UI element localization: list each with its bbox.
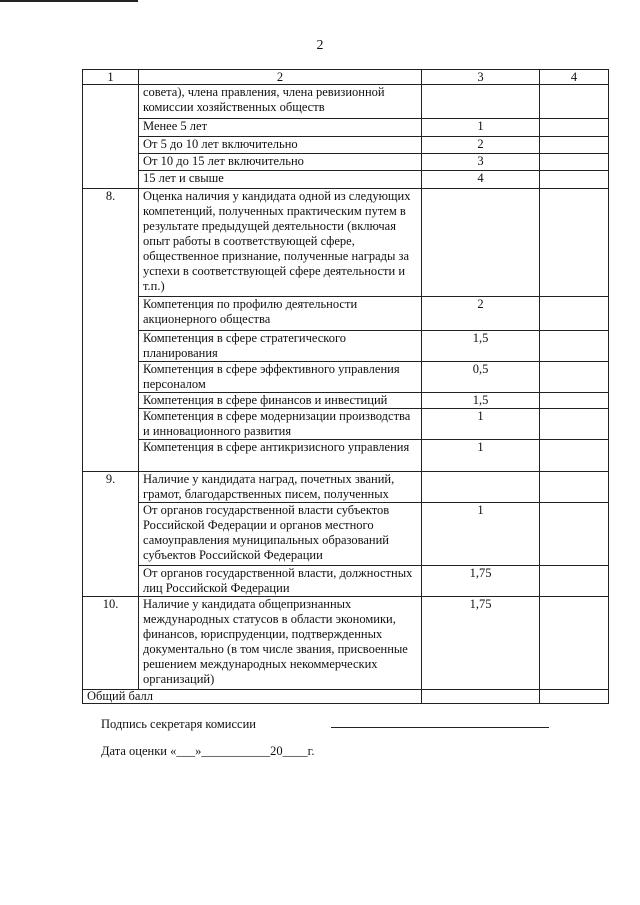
criterion-text: Оценка наличия у кандидата одной из следующих компетенций, полученных практическим путем в результате предыдущей деятельности (включая опыт работы в соответствующей сфере, общественное признание, полученные награды за успехи в соответствующей сфере деятельности и т.п.) bbox=[139, 189, 422, 297]
signature-label: Подпись секретаря комиссии bbox=[101, 717, 256, 731]
score-cell: 1 bbox=[422, 440, 540, 472]
table-row bbox=[83, 331, 609, 362]
row-number: 8. bbox=[83, 189, 139, 472]
score-cell: 1 bbox=[422, 119, 540, 137]
result-cell bbox=[540, 297, 609, 331]
criterion-text: Компетенция в сфере модернизации производства и инновационного развития bbox=[139, 409, 422, 440]
header-cell: 2 bbox=[139, 70, 422, 85]
result-cell bbox=[540, 85, 609, 119]
result-cell bbox=[540, 154, 609, 171]
signature-line bbox=[331, 727, 549, 728]
table-row bbox=[83, 597, 609, 690]
table-row bbox=[83, 119, 609, 137]
result-cell bbox=[540, 440, 609, 472]
total-result-cell bbox=[540, 690, 609, 704]
result-cell bbox=[540, 566, 609, 597]
table-row bbox=[83, 440, 609, 472]
total-score-cell bbox=[422, 690, 540, 704]
criterion-text: Компетенция по профилю деятельности акционерного общества bbox=[139, 297, 422, 331]
row-number bbox=[83, 85, 139, 189]
result-cell bbox=[540, 362, 609, 393]
score-cell bbox=[422, 189, 540, 297]
row-number: 9. bbox=[83, 472, 139, 597]
criterion-text: Менее 5 лет bbox=[139, 119, 422, 137]
table-header-row bbox=[83, 70, 609, 85]
scan-edge-mark bbox=[0, 0, 138, 2]
row-number: 10. bbox=[83, 597, 139, 690]
result-cell bbox=[540, 393, 609, 409]
score-cell: 1,75 bbox=[422, 566, 540, 597]
evaluation-table bbox=[82, 69, 609, 704]
score-cell: 0,5 bbox=[422, 362, 540, 393]
criterion-text: 15 лет и свыше bbox=[139, 171, 422, 189]
criterion-text: От 5 до 10 лет включительно bbox=[139, 137, 422, 154]
table-row bbox=[83, 503, 609, 566]
result-cell bbox=[540, 472, 609, 503]
total-label: Общий балл bbox=[83, 690, 422, 704]
result-cell bbox=[540, 409, 609, 440]
criterion-text: Компетенция в сфере эффективного управления персоналом bbox=[139, 362, 422, 393]
result-cell bbox=[540, 119, 609, 137]
criterion-text: Наличие у кандидата общепризнанных международных статусов в области экономики, финансов, юриспруденции, подтвержденных документально (в том числе звания, присвоенные решением международных некоммерческих организаций) bbox=[139, 597, 422, 690]
table-row bbox=[83, 362, 609, 393]
result-cell bbox=[540, 331, 609, 362]
criterion-text: Компетенция в сфере антикризисного управления bbox=[139, 440, 422, 472]
result-cell bbox=[540, 171, 609, 189]
table-row bbox=[83, 409, 609, 440]
score-cell: 1 bbox=[422, 409, 540, 440]
table-row bbox=[83, 171, 609, 189]
score-cell: 1 bbox=[422, 503, 540, 566]
score-cell: 2 bbox=[422, 137, 540, 154]
table-row bbox=[83, 154, 609, 171]
header-cell: 3 bbox=[422, 70, 540, 85]
result-cell bbox=[540, 503, 609, 566]
total-row bbox=[83, 690, 609, 704]
criterion-text: Компетенция в сфере финансов и инвестиций bbox=[139, 393, 422, 409]
score-cell: 1,75 bbox=[422, 597, 540, 690]
date-line: Дата оценки «___»___________20____г. bbox=[101, 744, 315, 758]
criterion-text: Наличие у кандидата наград, почетных званий, грамот, благодарственных писем, полученных bbox=[139, 472, 422, 503]
score-cell: 1,5 bbox=[422, 331, 540, 362]
result-cell bbox=[540, 137, 609, 154]
table-row bbox=[83, 566, 609, 597]
table-row bbox=[83, 85, 609, 119]
result-cell bbox=[540, 189, 609, 297]
page-number: 2 bbox=[316, 38, 324, 53]
score-cell: 2 bbox=[422, 297, 540, 331]
header-cell: 1 bbox=[83, 70, 139, 85]
criterion-text: Компетенция в сфере стратегического планирования bbox=[139, 331, 422, 362]
table-row bbox=[83, 137, 609, 154]
table-row bbox=[83, 393, 609, 409]
table-row bbox=[83, 472, 609, 503]
result-cell bbox=[540, 597, 609, 690]
table-row bbox=[83, 297, 609, 331]
score-cell bbox=[422, 472, 540, 503]
criterion-text: От 10 до 15 лет включительно bbox=[139, 154, 422, 171]
table-row bbox=[83, 189, 609, 297]
score-cell: 3 bbox=[422, 154, 540, 171]
score-cell bbox=[422, 85, 540, 119]
criterion-text: совета), члена правления, члена ревизионной комиссии хозяйственных обществ bbox=[139, 85, 422, 119]
criterion-text: От органов государственной власти субъектов Российской Федерации и органов местного самоуправления муниципальных образований субъектов Российской Федерации bbox=[139, 503, 422, 566]
score-cell: 4 bbox=[422, 171, 540, 189]
score-cell: 1,5 bbox=[422, 393, 540, 409]
header-cell: 4 bbox=[540, 70, 609, 85]
criterion-text: От органов государственной власти, должностных лиц Российской Федерации bbox=[139, 566, 422, 597]
